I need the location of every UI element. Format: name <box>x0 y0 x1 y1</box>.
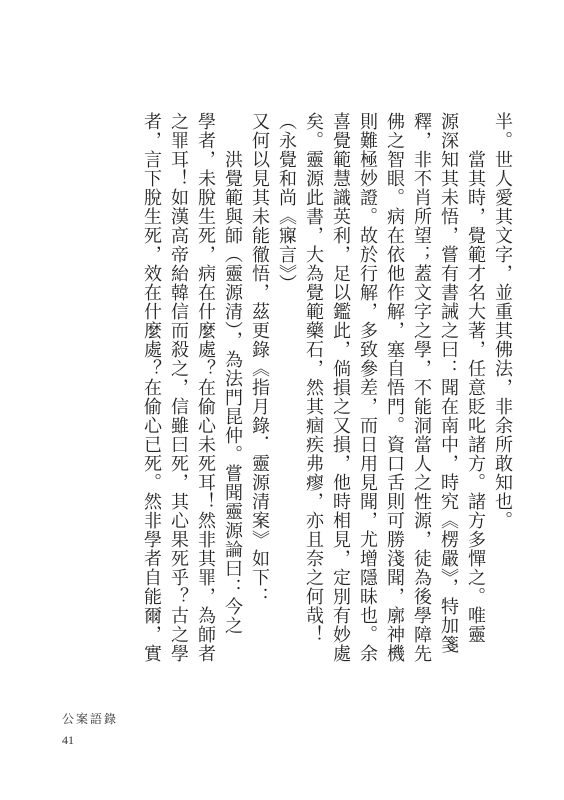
text-column-2: 當其時，覺範才名大著，任意貶叱諸方。諸方多憚之。唯靈 <box>465 112 486 644</box>
text-column-13: 之罪耳！如漢高帝紿韓信而殺之，信雖曰死，其心果死乎？古之學 <box>168 112 189 663</box>
footer-book-title: 公案語錄 <box>62 712 119 726</box>
text-column-1: 半。世人愛其文字，並重其佛法，非余所敢知也。 <box>492 112 513 530</box>
page-number: 41 <box>62 733 74 747</box>
text-column-5: 佛之智眼。病在依他作解，塞自悟門。資口舌則可勝淺聞，廓神機 <box>384 112 405 663</box>
text-column-10: 又何以見其未能徹悟，茲更錄《指月錄．靈源清案》如下： <box>249 112 270 606</box>
text-column-14: 者，言下脫生死，效在什麼處？在偷心已死。然非學者自能爾，實 <box>141 112 162 663</box>
text-column-3: 源深知其未悟，嘗有書誡之曰：聞在南中，時究《楞嚴》，特加箋 <box>438 112 459 654</box>
text-column-4: 釋，非不肖所望；蓋文字之學，不能洞當人之性源，徒為後學障先 <box>411 112 432 663</box>
text-column-12: 學者，未脫生死，病在什麼處？在偷心未死耳！然非其罪，為師者 <box>195 112 216 663</box>
text-column-9: （永覺和尚《寱言》） <box>276 112 297 293</box>
main-text <box>46 112 516 708</box>
text-column-6: 則難極妙證。故於行解，多致參差，而日用見聞，尤增隱昧也。余 <box>357 112 378 663</box>
text-column-8: 矣。靈源此書，大為覺範藥石，然其痼疾弗瘳，亦且奈之何哉！ <box>303 112 324 644</box>
text-column-11: 洪覺範與師（靈源清），為法門昆仲。嘗聞靈源論曰：今之 <box>222 112 243 635</box>
text-column-7: 喜覺範慧識英利，足以鑑此，倘損之又損，他時相見，定別有妙處 <box>330 112 351 663</box>
footer <box>62 710 118 748</box>
